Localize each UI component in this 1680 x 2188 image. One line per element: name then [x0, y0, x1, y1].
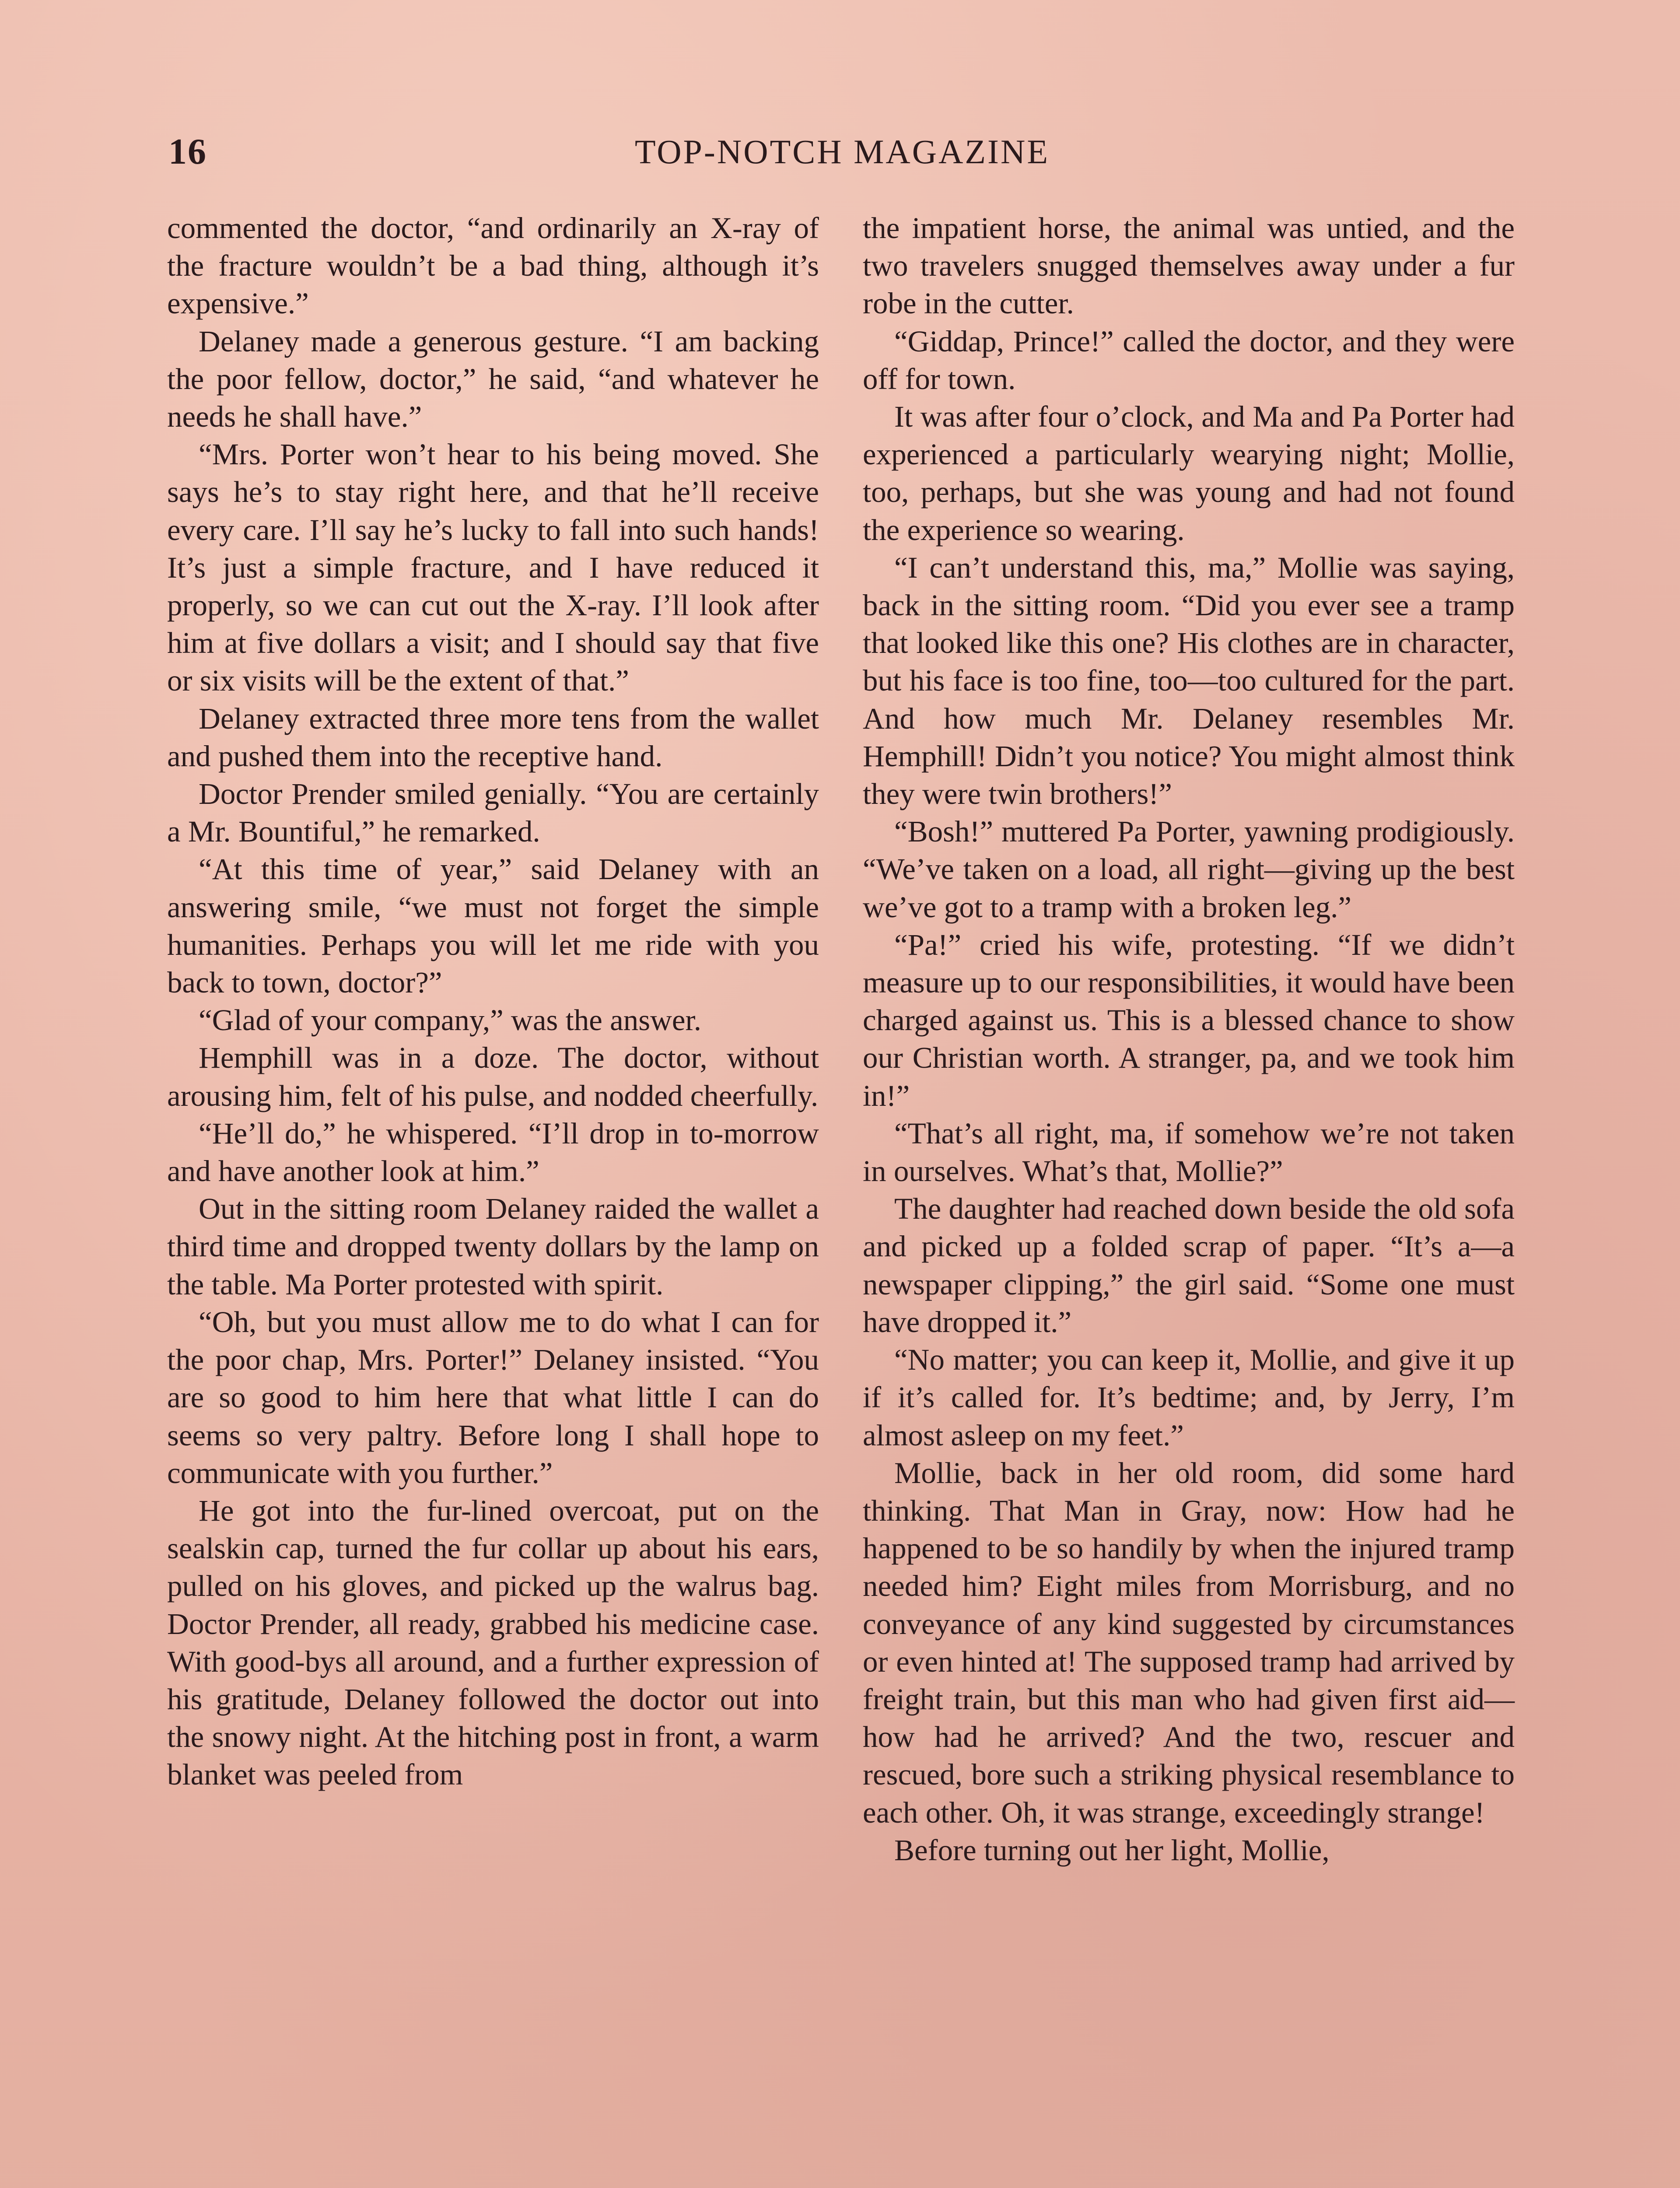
paragraph: He got into the fur-lined overcoat, put on the sealskin cap, turned the fur collar up about his ears, pulled on his gloves, and picked up the walrus bag. Doctor Prender, all ready, grabbed his medicine case. With good-bys all around, and a further expression of his gratitude, Delaney followed the doctor out into the snowy night. At the hitching post in front, a warm blanket was peeled from — [167, 1494, 819, 1792]
paragraph: “Oh, but you must allow me to do what I can for the poor chap, Mrs. Porter!” Delaney insisted. “You are so good to him here that what little I can do seems so very paltry. Before long I shall hope to communicate with you further.” — [167, 1305, 819, 1490]
paragraph: Doctor Prender smiled genially. “You are certainly a Mr. Bountiful,” he remarked. — [167, 777, 819, 849]
paragraph: Before turning out her light, Mollie, — [894, 1833, 1330, 1867]
paragraph: “Glad of your company,” was the answer. — [199, 1003, 701, 1037]
paragraph: “That’s all right, ma, if somehow we’re not taken in ourselves. What’s that, Mollie?” — [863, 1116, 1515, 1188]
paragraph: It was after four o’clock, and Ma and Pa Porter had experienced a particularly wearying night; Mollie, too, perhaps, but she was young and had not found the experience so wearing. — [863, 400, 1515, 547]
paragraph: Out in the sitting room Delaney raided the wallet a third time and dropped twenty dollars by the lamp on the table. Ma Porter protested with spirit. — [167, 1192, 819, 1301]
page-header — [168, 128, 1516, 176]
paragraph: “Bosh!” muttered Pa Porter, yawning prodigiously. “We’ve taken on a load, all right—giving up the best we’ve got to a tramp with a broken leg.” — [863, 815, 1515, 924]
paragraph: Mollie, back in her old room, did some hard thinking. That Man in Gray, now: How had he happened to be so handily by when the injured tramp needed him? Eight miles from Morrisburg, and no conveyance of any kind suggested by circumstances or even hinted at! The supposed tramp had arrived by freight train, but this man who had given first aid—how had he arrived? And the two, rescuer and rescued, bore such a striking physical resemblance to each other. Oh, it was strange, exceedingly strange! — [863, 1456, 1515, 1829]
paragraph: “Pa!” cried his wife, protesting. “If we didn’t measure up to our responsibilities, it would have been charged against us. This is a blessed chance to show our Christian worth. A stranger, pa, and we took him in!” — [863, 928, 1515, 1112]
paragraph: the impatient horse, the animal was untied, and the two travelers snugged themselves away under a fur robe in the cutter. — [863, 211, 1515, 320]
paragraph: “Mrs. Porter won’t hear to his being moved. She says he’s to stay right here, and that he’ll receive every care. I’ll say he’s lucky to fall into such hands! It’s just a simple fracture, and I have reduced it properly, so we can cut out the X-ray. I’ll look after him at five dollars a visit; and I should say that five or six visits will be the extent of that.” — [167, 438, 819, 698]
paragraph: Hemphill was in a doze. The doctor, without arousing him, felt of his pulse, and nodded cheerfully. — [167, 1041, 819, 1112]
paragraph: “I can’t understand this, ma,” Mollie was saying, back in the sitting room. “Did you ever see a tramp that looked like this one? His clothes are in character, but his face is too fine, too—too cultured for the part. And how much Mr. Delaney resembles Mr. Hemphill! Didn’t you notice? You might almost think they were twin brothers!” — [863, 551, 1515, 811]
paragraph: “At this time of year,” said Delaney with an answering smile, “we must not forget the simple humanities. Perhaps you will let me ride with you back to town, doctor?” — [167, 852, 819, 999]
paragraph: “He’ll do,” he whispered. “I’ll drop in to-morrow and have another look at him.” — [167, 1116, 819, 1188]
paragraph: “No matter; you can keep it, Mollie, and give it up if it’s called for. It’s bedtime; and, by Jerry, I’m almost asleep on my feet.” — [863, 1343, 1515, 1452]
left-column — [167, 209, 819, 1794]
paragraph: Delaney extracted three more tens from the wallet and pushed them into the receptive hand. — [167, 701, 819, 773]
page-number: 16 — [168, 131, 207, 172]
paragraph: The daughter had reached down beside the old sofa and picked up a folded scrap of paper. “It’s a—a newspaper clipping,” the girl said. “Some one must have dropped it.” — [863, 1192, 1515, 1339]
right-column — [863, 209, 1515, 1869]
running-head: TOP-NOTCH MAGAZINE — [634, 133, 1050, 171]
paragraph: Delaney made a generous gesture. “I am backing the poor fellow, doctor,” he said, “and whatever he needs he shall have.” — [167, 324, 819, 434]
paragraph: commented the doctor, “and ordinarily an X-ray of the fracture wouldn’t be a bad thing, although it’s expensive.” — [167, 211, 819, 320]
paragraph: “Giddap, Prince!” called the doctor, and they were off for town. — [863, 324, 1515, 396]
